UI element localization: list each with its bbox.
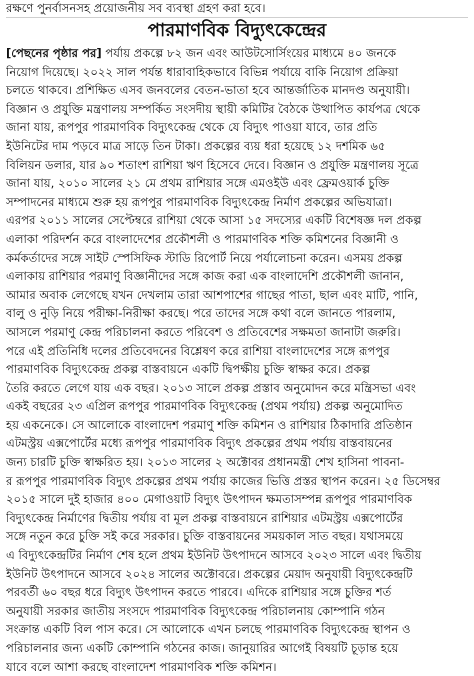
- body-line: র রূপপুর পারমাণবিক বিদ্যুৎ প্রকল্পের প্রথম পর্যায় কাজের ভিত্তি প্রস্তর স্থাপন করেন। ২৫ ডিসেম্বর: [6, 473, 441, 488]
- body-line: ইউনিট উৎপাদনে আসবে ২০২৪ সালের অক্টোবরে। প্রকল্পের মেয়াদ অনুযায়ী বিদ্যুৎকেন্দ্রটি: [6, 566, 413, 581]
- body-line: ২০১৫ সালে দুই হাজার ৪০০ মেগাওয়াট বিদ্যুৎ উৎপাদন ক্ষমতাসম্পন্ন রূপপুর পারমাণবিক: [6, 492, 413, 507]
- body-line-text: পর্যায় প্রকল্পে ৮২ জন এবং আউটসোর্সিংয়ের মাধ্যমে ৪০ জনকে: [101, 46, 397, 60]
- body-line: এ বিদ্যুৎকেন্দ্রটির নির্মাণ শেষ হলে প্রথম ইউনিট উৎপাদনে আসবে ২০২৩ সালে এবং দ্বিতীয়: [6, 548, 422, 563]
- body-line: নিয়োগ দিয়েছে। ২০২২ সাল পর্যন্ত ধারাবাহিকভাবে বিভিন্ন পর্যায়ে বাকি নিয়োগ প্রক্রিয়া: [6, 64, 399, 79]
- body-line: আসলে পরমাণু কেন্দ্র পরিচালনা করতে পরিবেশ ও প্রতিবেশের সক্ষমতা জানাটা জরুরি।: [6, 324, 401, 339]
- body-line: চলতে থাকবে। প্রশিক্ষিত এসব জনবলের বেতন-ভাতা হবে আন্তর্জাতিক মানদণ্ড অনুযায়ী।: [6, 83, 410, 98]
- body-line: কর্মকর্তাদের সঙ্গে সাইট স্পেসিফিক স্টাডি রিপোর্ট নিয়ে পর্যালোচনা করেন। এসময় প্রকল্প: [6, 250, 403, 265]
- body-line: জানা যায়, ২০১০ সালের ২১ মে প্রথম রাশিয়ার সঙ্গে এমওইউ এবং ফ্রেমওয়ার্ক চুক্তি: [6, 176, 390, 191]
- body-line: পরবর্তী ৬০ বছর ধরে বিদ্যুৎ উৎপাদন করতে পারবে। এদিকে রাশিয়ার সঙ্গে চুক্তির শর্ত: [6, 585, 392, 600]
- body-line: এলাকায় রাশিয়ার পরমাণু বিজ্ঞানীদের সঙ্গে কাজ করা এক বাংলাদেশি প্রকৌশলী জানান,: [6, 269, 404, 284]
- body-line: সংক্রান্ত একটি বিল পাস করে। সে আলোকে এখন চলছে পারমাণবিক বিদ্যুৎকেন্দ্র স্থাপন ও: [6, 622, 411, 637]
- article-body: [6, 44, 468, 676]
- body-line: ইউনিটের দাম পড়বে মাত্র সাড়ে তিন টাকা। প্রকল্পের ব্যয় ধরা হয়েছে ১২ দশমিক ৬৫: [6, 138, 386, 153]
- body-line: সম্পাদনের মাধ্যমে শুরু হয় রূপপুর পারমাণবিক বিদ্যুৎকেন্দ্র নির্মাণ প্রকল্পের অভিযাত্রা।: [6, 194, 392, 209]
- body-line: সঙ্গে নতুন করে চুক্তি সই করে সরকার। চুক্তি বাস্তবায়নের সময়কাল সাত বছর। যথাসময়ে: [6, 529, 404, 544]
- body-line: হয় একনেকে। সে আলোকে বাংলাদেশ পরমাণু শক্তি কমিশন ও রাশিয়ার ঠিকাদারি প্রতিষ্ঠান: [6, 417, 413, 432]
- body-line: আমার অবাক লেগেছে যখন দেখলাম তারা আশপাশের গাছের পাতা, ছাল এবং মাটি, পানি,: [6, 287, 419, 302]
- body-line: পরে এই প্রতিনিধি দলের প্রতিবেদনের বিশ্লেষণ করে রাশিয়া বাংলাদেশের সঙ্গে রূপপুর: [6, 343, 390, 358]
- body-line: পারমাণবিক বিদ্যুৎকেন্দ্র প্রকল্প বাস্তবায়নে একটি দ্বিপক্ষীয় চুক্তি স্বাক্ষর করে। প্রকল্প: [6, 362, 370, 377]
- body-line: অনুযায়ী সরকার জাতীয় সংসদে পারমাণবিক বিদ্যুৎকেন্দ্র পরিচালনায় কোম্পানি গঠন: [6, 603, 385, 618]
- body-line: এরপর ২০১১ সালের সেপ্টেম্বরে রাশিয়া থেকে আসা ১৫ সদস্যের একটি বিশেষজ্ঞ দল প্রকল্প: [6, 213, 422, 228]
- body-line: এটমস্ট্রয় এক্সপোর্টের মধ্যে রূপপুর পারমাণবিক বিদ্যুৎ প্রকল্পের প্রথম পর্যায় বাস্তবায়নের: [6, 436, 393, 451]
- previous-article-tail: রক্ষণে পুনর্বাসনসহ প্রয়োজনীয় সব ব্যবস্থা গ্রহণ করা হবে।: [6, 0, 468, 18]
- body-line: পরিচালনার জন্য একটি কোম্পানি গঠনের কাজ। জানুয়ারির আগেই বিষয়টি চূড়ান্ত হয়ে: [6, 641, 399, 655]
- continuation-marker: [পেছনের পৃষ্ঠার পর]: [6, 46, 102, 60]
- body-line: যাবে বলে আশা করছে বাংলাদেশ পারমাণবিক শক্তি কমিশন।: [6, 659, 277, 674]
- body-line: একই বছরের ২৩ এপ্রিল রূপপুর পারমাণবিক বিদ্যুৎকেন্দ্র (প্রথম পর্যায়) প্রকল্প অনুমোদিত: [6, 399, 403, 414]
- body-line: [6, 44, 468, 63]
- body-line: বিজ্ঞান ও প্রযুক্তি মন্ত্রণালয় সম্পর্কিত সংসদীয় স্থায়ী কমিটির বৈঠকে উত্থাপিত কার্যপত্র থেকে: [6, 101, 421, 116]
- body-line: তৈরি করতে লেগে যায় এক বছর। ২০১৩ সালে প্রকল্প প্রস্তাব অনুমোদন করে মন্ত্রিসভা এবং: [6, 380, 416, 395]
- body-line: জানা যায়, রূপপুর পারমাণবিক বিদ্যুৎকেন্দ্র থেকে যে বিদ্যুৎ পাওয়া যাবে, তার প্রতি: [6, 120, 378, 135]
- body-line: এলাকা পরিদর্শন করে বাংলাদেশের প্রকৌশলী ও পারমাণবিক শক্তি কমিশনের বিজ্ঞানী ও: [6, 231, 399, 246]
- body-line: বালু ও নুড়ি নিয়ে পরীক্ষা-নিরীক্ষা করছে। পরে তাদের সঙ্গে কথা বলে জানতে পারলাম,: [6, 306, 396, 321]
- body-line: বিদ্যুৎকেন্দ্র নির্মাণের দ্বিতীয় পর্যায় বা মূল প্রকল্প বাস্তবায়নে রাশিয়ার এটমস্ট্রয় এক্সপোর্টের: [6, 510, 403, 525]
- body-line: জন্য চারটি চুক্তি স্বাক্ষরিত হয়। ২০১৩ সালের ২ অক্টোবর প্রধানমন্ত্রী শেখ হাসিনা পাবনা-: [6, 455, 405, 470]
- body-line: বিলিয়ন ডলার, যার ৯০ শতাংশ রাশিয়া ঋণ হিসেবে দেবে। বিজ্ঞান ও প্রযুক্তি মন্ত্রণালয় সূত্রে: [6, 157, 419, 172]
- article-headline: পারমাণবিক বিদ্যুৎকেন্দ্রের: [147, 20, 327, 41]
